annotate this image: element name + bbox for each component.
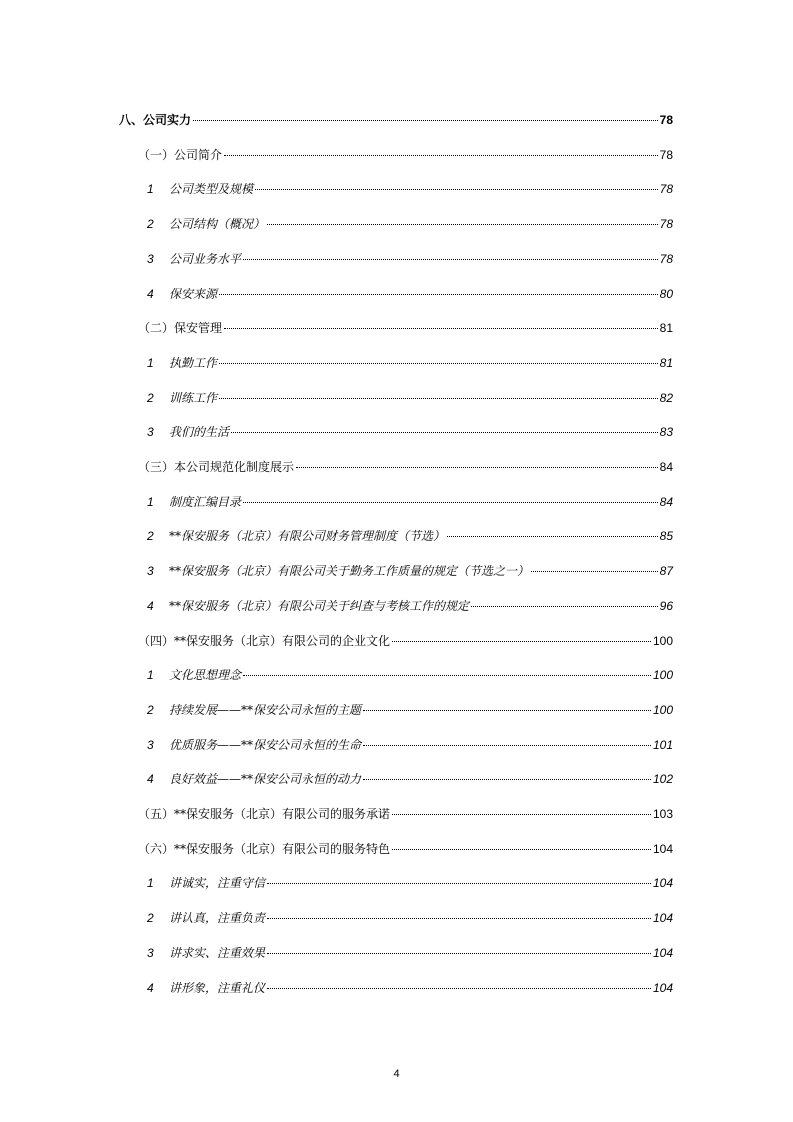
toc-entry[interactable]: [147, 251, 673, 267]
toc-entry[interactable]: [147, 667, 673, 683]
toc-entry[interactable]: [119, 112, 673, 128]
toc-entry-number: 1: [147, 495, 154, 509]
toc-entry-title: [147, 875, 265, 891]
toc-entry-text: **保安服务（北京）有限公司财务管理制度（节选）: [169, 529, 446, 543]
toc-entry-page: 78: [659, 217, 673, 231]
dot-leader: [267, 953, 651, 954]
toc-entry-page: 84: [659, 495, 673, 509]
dot-leader: [447, 536, 658, 537]
toc-entry-text: **保安服务（北京）有限公司关于纠查与考核工作的规定: [169, 599, 470, 613]
toc-entry[interactable]: [147, 980, 673, 996]
toc-entry[interactable]: [147, 181, 673, 197]
toc-entry-page: 103: [652, 807, 673, 821]
toc-entry[interactable]: [138, 147, 673, 163]
dot-leader: [255, 189, 658, 190]
toc-entry-text: 讲求实、注重效果: [169, 946, 266, 960]
toc-entry[interactable]: [147, 563, 673, 579]
toc-entry-number: 1: [147, 182, 154, 196]
toc-entry-title: [119, 112, 191, 128]
toc-entry-text: 我们的生活: [169, 425, 230, 439]
toc-entry-title: [147, 702, 361, 718]
toc-entry-title: [138, 459, 294, 475]
toc-entry-number: 2: [147, 703, 154, 717]
toc-entry-number: 2: [147, 217, 154, 231]
toc-entry[interactable]: [147, 598, 673, 614]
toc-entry-number: 4: [147, 599, 154, 613]
toc-entry-title: [147, 355, 217, 371]
toc-entry-text: 良好效益——**保安公司永恒的动力: [169, 772, 362, 786]
dot-leader: [243, 259, 658, 260]
dot-leader: [296, 467, 658, 468]
toc-entry-title: [147, 598, 469, 614]
dot-leader: [267, 988, 651, 989]
toc-entry-text: （二）保安管理: [138, 321, 223, 335]
toc-entry-page: 101: [652, 738, 673, 752]
toc-entry-title: [147, 980, 265, 996]
toc-entry-text: （四）**保安服务（北京）有限公司的企业文化: [138, 634, 391, 648]
toc-entry[interactable]: [147, 355, 673, 371]
toc-entry-number: 3: [147, 738, 154, 752]
toc-entry-number: 4: [147, 772, 154, 786]
dot-leader: [267, 883, 651, 884]
toc-entry-title: [138, 841, 390, 857]
toc-entry[interactable]: [138, 320, 673, 336]
toc-entry-text: 讲形象，注重礼仪: [169, 981, 266, 995]
toc-entry-page: 104: [652, 981, 673, 995]
toc-entry-number: 4: [147, 287, 154, 301]
toc-entry[interactable]: [147, 910, 673, 926]
dot-leader: [219, 398, 658, 399]
dot-leader: [392, 849, 651, 850]
toc-entry-number: 3: [147, 946, 154, 960]
dot-leader: [224, 155, 658, 156]
toc-entry-text: 公司业务水平: [169, 252, 242, 266]
toc-entry-page: 81: [659, 321, 673, 335]
toc-entry[interactable]: [147, 771, 673, 787]
dot-leader: [193, 120, 658, 121]
toc-entry-title: [147, 424, 229, 440]
page-number: 4: [393, 1068, 400, 1080]
dot-leader: [219, 294, 658, 295]
toc-entry-title: [138, 806, 390, 822]
dot-leader: [243, 675, 651, 676]
toc-entry[interactable]: [147, 737, 673, 753]
toc-entry[interactable]: [147, 390, 673, 406]
toc-entry-number: 3: [147, 425, 154, 439]
toc-entry-page: 87: [659, 564, 673, 578]
toc-entry[interactable]: [138, 459, 673, 475]
toc-entry-text: 讲认真，注重负责: [169, 911, 266, 925]
toc-entry-page: 96: [659, 599, 673, 613]
toc-entry-title: [147, 494, 241, 510]
toc-entry-number: 2: [147, 529, 154, 543]
dot-leader: [363, 745, 651, 746]
toc-entry-title: [147, 563, 529, 579]
toc-entry-title: [138, 633, 390, 649]
dot-leader: [243, 502, 658, 503]
toc-entry-page: 104: [652, 842, 673, 856]
toc-entry-title: [147, 910, 265, 926]
toc-entry-number: 2: [147, 391, 154, 405]
toc-entry-text: （一）公司简介: [138, 148, 223, 162]
toc-entry-title: [147, 181, 253, 197]
dot-leader: [267, 224, 658, 225]
toc-entry[interactable]: [147, 702, 673, 718]
toc-entry-text: （六）**保安服务（北京）有限公司的服务特色: [138, 842, 391, 856]
toc-entry[interactable]: [138, 633, 673, 649]
toc-entry-title: [147, 216, 265, 232]
toc-entry-text: 持续发展——**保安公司永恒的主题: [169, 703, 362, 717]
toc-entry[interactable]: [147, 494, 673, 510]
toc-entry-text: **保安服务（北京）有限公司关于勤务工作质量的规定（节选之一）: [169, 564, 530, 578]
toc-entry-page: 104: [652, 946, 673, 960]
toc-entry-number: 1: [147, 668, 154, 682]
toc-entry-text: 讲诚实，注重守信: [169, 876, 266, 890]
dot-leader: [363, 710, 651, 711]
dot-leader: [224, 328, 658, 329]
dot-leader: [531, 571, 658, 572]
toc-entry-page: 100: [652, 668, 673, 682]
toc-entry-title: [147, 251, 241, 267]
toc-entry-page: 78: [659, 252, 673, 266]
toc-entry-page: 104: [652, 911, 673, 925]
toc-entry-title: [147, 528, 445, 544]
toc-entry-text: 训练工作: [169, 391, 218, 405]
toc-entry-number: 1: [147, 876, 154, 890]
toc-entry-page: 104: [652, 876, 673, 890]
toc-entry-number: 1: [147, 356, 154, 370]
toc-entry-page: 81: [659, 356, 673, 370]
toc-entry-page: 78: [659, 148, 673, 162]
toc-entry-text: 八、公司实力: [119, 113, 192, 127]
toc-entry-page: 83: [659, 425, 673, 439]
toc-entry-page: 78: [659, 113, 673, 127]
toc-entry-number: 3: [147, 564, 154, 578]
toc-entry[interactable]: [147, 424, 673, 440]
dot-leader: [219, 363, 658, 364]
dot-leader: [363, 779, 651, 780]
toc-entry-page: 82: [659, 391, 673, 405]
toc-entry-title: [138, 320, 222, 336]
toc-entry-text: 保安来源: [169, 287, 218, 301]
toc-entry-title: [147, 945, 265, 961]
toc-entry-number: 2: [147, 911, 154, 925]
toc-entry-title: [147, 737, 361, 753]
toc-entry[interactable]: [147, 528, 673, 544]
toc-entry-page: 102: [652, 772, 673, 786]
toc-entry-page: 100: [652, 634, 673, 648]
toc-entry-page: 100: [652, 703, 673, 717]
toc-entry-text: （五）**保安服务（北京）有限公司的服务承诺: [138, 807, 391, 821]
toc-entry-text: 优质服务——**保安公司永恒的生命: [169, 738, 362, 752]
toc-entry[interactable]: [138, 806, 673, 822]
toc-entry-text: 制度汇编目录: [169, 495, 242, 509]
dot-leader: [392, 814, 651, 815]
toc-entry[interactable]: [147, 875, 673, 891]
toc-entry-title: [147, 771, 361, 787]
toc-entry-text: （三）本公司规范化制度展示: [138, 460, 295, 474]
toc-entry-text: 公司类型及规模: [169, 182, 254, 196]
dot-leader: [471, 606, 658, 607]
dot-leader: [267, 918, 651, 919]
toc-entry-text: 执勤工作: [169, 356, 218, 370]
toc-entry-number: 3: [147, 252, 154, 266]
toc-entry-page: 84: [659, 460, 673, 474]
toc-entry[interactable]: [147, 286, 673, 302]
toc-entry-page: 78: [659, 182, 673, 196]
toc-entry-number: 4: [147, 981, 154, 995]
toc-entry-title: [147, 667, 241, 683]
toc-entry-title: [147, 390, 217, 406]
toc-entry-text: 文化思想理念: [169, 668, 242, 682]
toc-entry-text: 公司结构（概况）: [169, 217, 266, 231]
toc-entry-title: [147, 286, 217, 302]
toc-entry-title: [138, 147, 222, 163]
toc-entry-page: 80: [659, 287, 673, 301]
toc-entry[interactable]: [147, 945, 673, 961]
toc-entry-page: 85: [659, 529, 673, 543]
toc-entry[interactable]: [138, 841, 673, 857]
toc-entry[interactable]: [147, 216, 673, 232]
dot-leader: [392, 641, 651, 642]
dot-leader: [231, 432, 658, 433]
